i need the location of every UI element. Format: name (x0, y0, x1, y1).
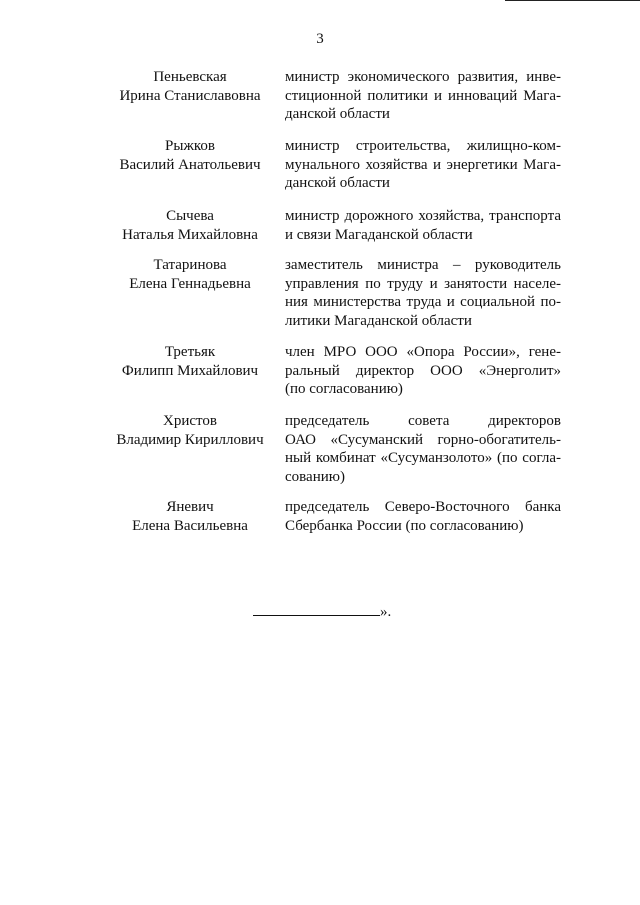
member-surname: Сычева (166, 208, 214, 224)
closing-mark: ». (380, 604, 392, 620)
member-name (95, 343, 285, 380)
member-role-line: сованию) (285, 468, 345, 485)
member-role (285, 256, 561, 330)
member-name (95, 412, 285, 449)
member-entry (0, 343, 640, 397)
member-role-line: мунального хозяйства и энергетики Мага- (285, 156, 561, 173)
member-role-line: литики Магаданской области (285, 312, 472, 329)
member-role (285, 498, 561, 535)
member-role-line: данской области (285, 175, 390, 191)
member-given-names: Владимир Кириллович (116, 431, 264, 448)
page-number: 3 (316, 31, 324, 47)
member-role-line: председатель совета директоров (285, 413, 561, 429)
member-role (285, 207, 561, 244)
member-role-line: председатель Северо-Восточного банка (285, 499, 561, 515)
member-given-names: Елена Геннадьевна (129, 275, 251, 292)
member-entry (0, 68, 640, 122)
member-entry (0, 498, 640, 534)
member-surname: Третьяк (164, 344, 216, 360)
member-given-names: Ирина Станиславовна (119, 87, 261, 104)
member-surname: Христов (163, 413, 217, 429)
member-role-line: Сбербанка России (по согласованию) (285, 517, 524, 534)
closing-line (253, 601, 391, 621)
member-role-line: министр дорожного хозяйства, транспорта (285, 208, 561, 224)
closing-rule (253, 601, 380, 616)
member-role-line: данской области (285, 106, 390, 122)
member-surname: Пеньевская (153, 69, 227, 85)
member-entry (0, 256, 640, 329)
member-given-names: Филипп Михайлович (121, 362, 259, 379)
member-surname: Рыжков (165, 138, 215, 154)
member-entry (0, 412, 640, 485)
member-role-line: ральный директор ООО «Энерголит» (285, 362, 561, 379)
member-name (95, 137, 285, 174)
member-role-line: министр строительства, жилищно-ком- (285, 138, 561, 154)
member-given-names: Василий Анатольевич (119, 156, 261, 173)
member-name (95, 207, 285, 244)
top-right-rule (505, 0, 640, 1)
member-role-line: стиционной политики и инноваций Мага- (285, 87, 561, 104)
member-surname: Татаринова (153, 257, 227, 273)
member-role-line: ный комбинат «Сусуманзолото» (по согла- (285, 450, 561, 466)
member-name (95, 498, 285, 535)
member-surname: Яневич (166, 499, 214, 515)
member-role-line: ния министерства труда и социальной по- (285, 294, 561, 310)
member-name (95, 256, 285, 293)
member-entry (0, 137, 640, 191)
member-role-line: заместитель министра – руководитель (285, 257, 561, 273)
member-role (285, 137, 561, 193)
member-role-line: и связи Магаданской области (285, 226, 473, 243)
member-role-line: министр экономического развития, инве- (285, 69, 561, 85)
member-name (95, 68, 285, 105)
member-role (285, 68, 561, 124)
member-given-names: Елена Васильевна (132, 517, 248, 534)
member-role-line: управления по труду и занятости населе- (285, 275, 561, 292)
member-role (285, 412, 561, 486)
member-role-line: ОАО «Сусуманский горно-обогатитель- (285, 431, 561, 448)
member-entry (0, 207, 640, 243)
member-role (285, 343, 561, 399)
member-given-names: Наталья Михайловна (122, 226, 258, 243)
member-role-line: (по согласованию) (285, 381, 403, 397)
member-role-line: член МРО ООО «Опора России», гене- (285, 344, 561, 360)
